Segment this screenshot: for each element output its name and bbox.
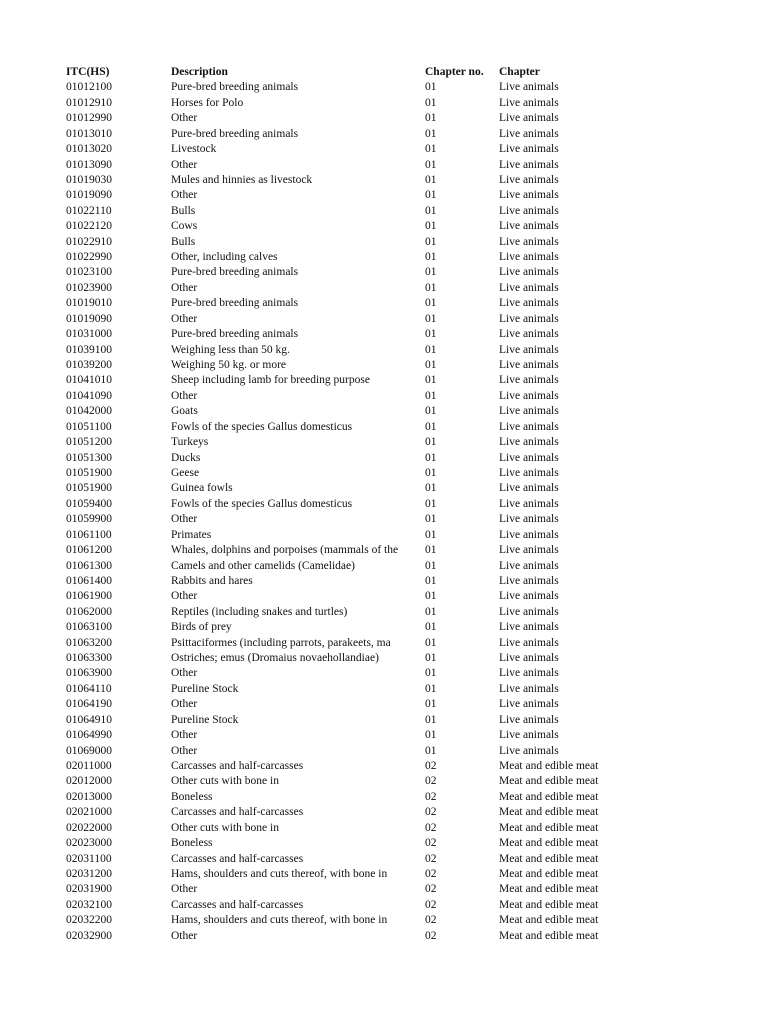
table-row [0, 512, 768, 527]
table-row [0, 589, 768, 604]
cell-chapter-no: 01 [425, 158, 437, 171]
cell-chapter: Meat and edible meat [499, 759, 599, 772]
table-row [0, 265, 768, 280]
cell-itc-hs: 01019030 [66, 173, 112, 186]
cell-description: Pureline Stock [171, 682, 239, 695]
cell-description: Other [171, 929, 198, 942]
cell-chapter: Live animals [499, 621, 559, 634]
cell-description: Weighing 50 kg. or more [171, 359, 287, 372]
cell-itc-hs: 01042000 [66, 405, 112, 418]
table-row [0, 142, 768, 157]
cell-description: Pureline Stock [171, 713, 239, 726]
cell-itc-hs: 01063900 [66, 667, 112, 680]
cell-description: Other [171, 744, 198, 757]
cell-chapter-no: 01 [425, 112, 437, 125]
cell-itc-hs: 01064190 [66, 698, 112, 711]
cell-itc-hs: 01012100 [66, 81, 112, 94]
header-chapter: Chapter [499, 66, 540, 78]
cell-itc-hs: 02023000 [66, 837, 112, 850]
cell-chapter: Live animals [499, 96, 559, 109]
cell-description: Birds of prey [171, 621, 232, 634]
table-row [0, 666, 768, 681]
cell-chapter-no: 01 [425, 266, 437, 279]
cell-description: Carcasses and half-carcasses [171, 759, 304, 772]
cell-chapter: Live animals [499, 466, 559, 479]
cell-chapter: Live animals [499, 482, 559, 495]
cell-chapter: Live animals [499, 698, 559, 711]
cell-description: Weighing less than 50 kg. [171, 343, 290, 356]
cell-chapter: Live animals [499, 497, 559, 510]
cell-chapter: Meat and edible meat [499, 914, 599, 927]
table-row [0, 559, 768, 574]
table-row [0, 728, 768, 743]
cell-itc-hs: 01061300 [66, 559, 112, 572]
cell-itc-hs: 01059400 [66, 497, 112, 510]
cell-chapter-no: 01 [425, 451, 437, 464]
cell-itc-hs: 01022990 [66, 251, 112, 264]
cell-chapter-no: 01 [425, 297, 437, 310]
table-row [0, 913, 768, 928]
cell-description: Other, including calves [171, 251, 278, 264]
cell-itc-hs: 01039100 [66, 343, 112, 356]
cell-chapter-no: 01 [425, 636, 437, 649]
cell-description: Pure-bred breeding animals [171, 266, 299, 279]
table-row [0, 235, 768, 250]
cell-chapter-no: 01 [425, 143, 437, 156]
cell-description: Goats [171, 405, 198, 418]
table-row [0, 836, 768, 851]
itc-hs-table [0, 65, 768, 944]
cell-chapter: Meat and edible meat [499, 775, 599, 788]
cell-chapter: Meat and edible meat [499, 898, 599, 911]
table-row [0, 497, 768, 512]
cell-chapter: Live animals [499, 374, 559, 387]
cell-description: Bulls [171, 235, 196, 248]
cell-chapter-no: 01 [425, 189, 437, 202]
cell-chapter: Live animals [499, 281, 559, 294]
cell-chapter: Live animals [499, 189, 559, 202]
cell-chapter: Live animals [499, 436, 559, 449]
cell-description: Reptiles (including snakes and turtles) [171, 605, 348, 618]
table-row [0, 651, 768, 666]
cell-chapter-no: 01 [425, 559, 437, 572]
table-row [0, 250, 768, 265]
cell-description: Other cuts with bone in [171, 821, 279, 834]
cell-chapter-no: 01 [425, 652, 437, 665]
cell-description: Other cuts with bone in [171, 775, 279, 788]
cell-chapter-no: 01 [425, 359, 437, 372]
table-row [0, 466, 768, 481]
cell-chapter-no: 01 [425, 744, 437, 757]
cell-chapter: Live animals [499, 405, 559, 418]
table-row [0, 929, 768, 944]
cell-itc-hs: 02031200 [66, 867, 112, 880]
cell-description: Fowls of the species Gallus domesticus [171, 420, 353, 433]
cell-itc-hs: 01013020 [66, 143, 112, 156]
table-row [0, 744, 768, 759]
cell-chapter-no: 01 [425, 544, 437, 557]
cell-itc-hs: 01013090 [66, 158, 112, 171]
table-row [0, 528, 768, 543]
table-row [0, 543, 768, 558]
cell-description: Geese [171, 466, 200, 479]
cell-chapter: Live animals [499, 590, 559, 603]
cell-chapter: Meat and edible meat [499, 790, 599, 803]
cell-chapter-no: 01 [425, 312, 437, 325]
cell-chapter-no: 01 [425, 436, 437, 449]
cell-chapter-no: 01 [425, 729, 437, 742]
cell-itc-hs: 01019090 [66, 312, 112, 325]
cell-itc-hs: 02032900 [66, 929, 112, 942]
cell-chapter: Live animals [499, 667, 559, 680]
table-row [0, 127, 768, 142]
cell-description: Pure-bred breeding animals [171, 127, 299, 140]
table-header [0, 65, 768, 80]
cell-description: Other [171, 883, 198, 896]
cell-itc-hs: 01019090 [66, 189, 112, 202]
cell-chapter-no: 01 [425, 389, 437, 402]
cell-description: Turkeys [171, 436, 209, 449]
cell-chapter: Live animals [499, 729, 559, 742]
cell-itc-hs: 01022910 [66, 235, 112, 248]
cell-chapter-no: 01 [425, 127, 437, 140]
cell-description: Pure-bred breeding animals [171, 328, 299, 341]
cell-description: Other [171, 667, 198, 680]
table-row [0, 605, 768, 620]
cell-description: Guinea fowls [171, 482, 233, 495]
cell-itc-hs: 01013010 [66, 127, 112, 140]
cell-chapter-no: 01 [425, 574, 437, 587]
cell-itc-hs: 02032200 [66, 914, 112, 927]
cell-chapter-no: 01 [425, 621, 437, 634]
cell-chapter-no: 01 [425, 405, 437, 418]
cell-chapter-no: 01 [425, 497, 437, 510]
table-row [0, 898, 768, 913]
table-row [0, 373, 768, 388]
cell-itc-hs: 01064910 [66, 713, 112, 726]
cell-itc-hs: 01012910 [66, 96, 112, 109]
cell-description: Psittaciformes (including parrots, parakeets, ma [171, 636, 391, 649]
cell-itc-hs: 01064990 [66, 729, 112, 742]
table-row [0, 96, 768, 111]
cell-chapter-no: 01 [425, 698, 437, 711]
cell-chapter-no: 01 [425, 482, 437, 495]
cell-itc-hs: 01064110 [66, 682, 112, 695]
table-row [0, 790, 768, 805]
cell-chapter-no: 01 [425, 528, 437, 541]
cell-itc-hs: 02031100 [66, 852, 112, 865]
cell-itc-hs: 01019010 [66, 297, 112, 310]
table-row [0, 682, 768, 697]
cell-itc-hs: 02021000 [66, 806, 112, 819]
cell-chapter: Live animals [499, 251, 559, 264]
cell-chapter: Meat and edible meat [499, 867, 599, 880]
cell-itc-hs: 01022110 [66, 204, 112, 217]
cell-chapter-no: 01 [425, 667, 437, 680]
cell-chapter-no: 02 [425, 821, 437, 834]
cell-chapter: Meat and edible meat [499, 883, 599, 896]
cell-itc-hs: 02032100 [66, 898, 112, 911]
cell-chapter: Live animals [499, 744, 559, 757]
cell-description: Carcasses and half-carcasses [171, 806, 304, 819]
cell-chapter-no: 02 [425, 852, 437, 865]
table-row [0, 343, 768, 358]
table-row [0, 281, 768, 296]
cell-itc-hs: 01061100 [66, 528, 112, 541]
cell-description: Camels and other camelids (Camelidae) [171, 559, 355, 572]
header-itc-hs: ITC(HS) [66, 66, 110, 78]
cell-itc-hs: 01061400 [66, 574, 112, 587]
cell-description: Other [171, 158, 198, 171]
table-row [0, 620, 768, 635]
cell-chapter: Live animals [499, 297, 559, 310]
cell-chapter: Meat and edible meat [499, 821, 599, 834]
cell-chapter: Meat and edible meat [499, 852, 599, 865]
cell-chapter: Meat and edible meat [499, 837, 599, 850]
cell-itc-hs: 01031000 [66, 328, 112, 341]
cell-itc-hs: 01041090 [66, 389, 112, 402]
cell-chapter: Live animals [499, 112, 559, 125]
cell-description: Other [171, 698, 198, 711]
cell-chapter-no: 01 [425, 513, 437, 526]
cell-description: Primates [171, 528, 212, 541]
table-row [0, 481, 768, 496]
cell-chapter-no: 01 [425, 466, 437, 479]
cell-description: Boneless [171, 790, 213, 803]
cell-chapter: Live animals [499, 266, 559, 279]
cell-chapter-no: 02 [425, 883, 437, 896]
cell-chapter-no: 02 [425, 837, 437, 850]
cell-chapter-no: 02 [425, 759, 437, 772]
cell-description: Carcasses and half-carcasses [171, 852, 304, 865]
cell-description: Rabbits and hares [171, 574, 253, 587]
cell-chapter-no: 02 [425, 929, 437, 942]
cell-chapter: Live animals [499, 359, 559, 372]
table-row [0, 296, 768, 311]
table-row [0, 713, 768, 728]
cell-chapter-no: 02 [425, 867, 437, 880]
table-row [0, 574, 768, 589]
table-row [0, 358, 768, 373]
cell-itc-hs: 01051300 [66, 451, 112, 464]
cell-chapter-no: 02 [425, 914, 437, 927]
cell-description: Bulls [171, 204, 196, 217]
cell-itc-hs: 01023900 [66, 281, 112, 294]
cell-chapter-no: 01 [425, 204, 437, 217]
table-row [0, 867, 768, 882]
table-row [0, 435, 768, 450]
table-row [0, 219, 768, 234]
cell-itc-hs: 01063200 [66, 636, 112, 649]
cell-chapter: Live animals [499, 127, 559, 140]
table-row [0, 821, 768, 836]
cell-itc-hs: 01012990 [66, 112, 112, 125]
cell-chapter-no: 01 [425, 81, 437, 94]
cell-chapter: Live animals [499, 235, 559, 248]
cell-chapter-no: 01 [425, 420, 437, 433]
table-row [0, 204, 768, 219]
cell-description: Pure-bred breeding animals [171, 81, 299, 94]
cell-chapter-no: 02 [425, 806, 437, 819]
cell-description: Other [171, 513, 198, 526]
cell-chapter: Live animals [499, 652, 559, 665]
table-row [0, 420, 768, 435]
cell-chapter: Live animals [499, 713, 559, 726]
cell-chapter-no: 01 [425, 605, 437, 618]
table-row [0, 805, 768, 820]
table-row [0, 188, 768, 203]
table-row [0, 173, 768, 188]
cell-description: Horses for Polo [171, 96, 244, 109]
cell-description: Carcasses and half-carcasses [171, 898, 304, 911]
cell-itc-hs: 01023100 [66, 266, 112, 279]
cell-chapter-no: 02 [425, 790, 437, 803]
table-row [0, 759, 768, 774]
table-row [0, 451, 768, 466]
cell-chapter-no: 01 [425, 96, 437, 109]
cell-chapter: Live animals [499, 220, 559, 233]
cell-description: Other [171, 281, 198, 294]
cell-description: Ostriches; emus (Dromaius novaehollandiae) [171, 652, 379, 665]
cell-chapter-no: 01 [425, 590, 437, 603]
cell-chapter: Live animals [499, 343, 559, 356]
table-row [0, 327, 768, 342]
cell-chapter: Live animals [499, 528, 559, 541]
cell-chapter: Live animals [499, 420, 559, 433]
cell-description: Other [171, 389, 198, 402]
cell-chapter: Live animals [499, 389, 559, 402]
cell-description: Other [171, 729, 198, 742]
table-row [0, 774, 768, 789]
cell-itc-hs: 01051900 [66, 466, 112, 479]
cell-chapter: Live animals [499, 636, 559, 649]
cell-chapter-no: 01 [425, 173, 437, 186]
table-row [0, 404, 768, 419]
table-body [0, 80, 768, 944]
cell-itc-hs: 01062000 [66, 605, 112, 618]
table-row [0, 852, 768, 867]
cell-itc-hs: 01041010 [66, 374, 112, 387]
cell-chapter-no: 01 [425, 328, 437, 341]
cell-itc-hs: 01051100 [66, 420, 112, 433]
cell-description: Cows [171, 220, 198, 233]
cell-itc-hs: 01061200 [66, 544, 112, 557]
cell-chapter: Live animals [499, 312, 559, 325]
cell-itc-hs: 02011000 [66, 759, 112, 772]
cell-chapter: Live animals [499, 559, 559, 572]
cell-description: Other [171, 112, 198, 125]
cell-chapter: Live animals [499, 143, 559, 156]
cell-chapter: Live animals [499, 328, 559, 341]
cell-chapter: Live animals [499, 682, 559, 695]
cell-itc-hs: 01059900 [66, 513, 112, 526]
table-row [0, 389, 768, 404]
cell-chapter: Meat and edible meat [499, 929, 599, 942]
cell-chapter-no: 02 [425, 775, 437, 788]
cell-chapter-no: 01 [425, 343, 437, 356]
cell-chapter-no: 01 [425, 281, 437, 294]
cell-chapter-no: 01 [425, 220, 437, 233]
cell-description: Other [171, 189, 198, 202]
cell-itc-hs: 02031900 [66, 883, 112, 896]
table-row [0, 697, 768, 712]
cell-chapter: Live animals [499, 204, 559, 217]
cell-chapter: Live animals [499, 173, 559, 186]
cell-chapter: Live animals [499, 513, 559, 526]
cell-chapter: Live animals [499, 158, 559, 171]
cell-description: Hams, shoulders and cuts thereof, with bone in [171, 914, 388, 927]
cell-description: Whales, dolphins and porpoises (mammals of the [171, 544, 399, 557]
cell-chapter-no: 01 [425, 374, 437, 387]
cell-chapter: Live animals [499, 605, 559, 618]
cell-description: Pure-bred breeding animals [171, 297, 299, 310]
table-row [0, 636, 768, 651]
cell-chapter: Live animals [499, 451, 559, 464]
cell-itc-hs: 02013000 [66, 790, 112, 803]
cell-itc-hs: 01051900 [66, 482, 112, 495]
cell-itc-hs: 01069000 [66, 744, 112, 757]
cell-itc-hs: 01061900 [66, 590, 112, 603]
cell-description: Other [171, 312, 198, 325]
cell-itc-hs: 02012000 [66, 775, 112, 788]
cell-itc-hs: 02022000 [66, 821, 112, 834]
cell-itc-hs: 01022120 [66, 220, 112, 233]
table-row [0, 158, 768, 173]
cell-itc-hs: 01039200 [66, 359, 112, 372]
cell-chapter-no: 02 [425, 898, 437, 911]
cell-itc-hs: 01063300 [66, 652, 112, 665]
cell-description: Fowls of the species Gallus domesticus [171, 497, 353, 510]
cell-itc-hs: 01051200 [66, 436, 112, 449]
cell-chapter-no: 01 [425, 235, 437, 248]
cell-description: Livestock [171, 143, 217, 156]
cell-chapter-no: 01 [425, 682, 437, 695]
cell-chapter: Meat and edible meat [499, 806, 599, 819]
cell-chapter: Live animals [499, 574, 559, 587]
table-row [0, 882, 768, 897]
cell-description: Hams, shoulders and cuts thereof, with bone in [171, 867, 388, 880]
cell-chapter: Live animals [499, 544, 559, 557]
cell-description: Sheep including lamb for breeding purpose [171, 374, 370, 387]
header-chapter-no: Chapter no. [425, 66, 484, 78]
cell-description: Other [171, 590, 198, 603]
cell-chapter: Live animals [499, 81, 559, 94]
header-description: Description [171, 66, 228, 78]
cell-description: Ducks [171, 451, 201, 464]
table-row [0, 312, 768, 327]
cell-itc-hs: 01063100 [66, 621, 112, 634]
table-row [0, 111, 768, 126]
cell-description: Mules and hinnies as livestock [171, 173, 313, 186]
cell-chapter-no: 01 [425, 251, 437, 264]
table-row [0, 80, 768, 95]
cell-description: Boneless [171, 837, 213, 850]
cell-chapter-no: 01 [425, 713, 437, 726]
